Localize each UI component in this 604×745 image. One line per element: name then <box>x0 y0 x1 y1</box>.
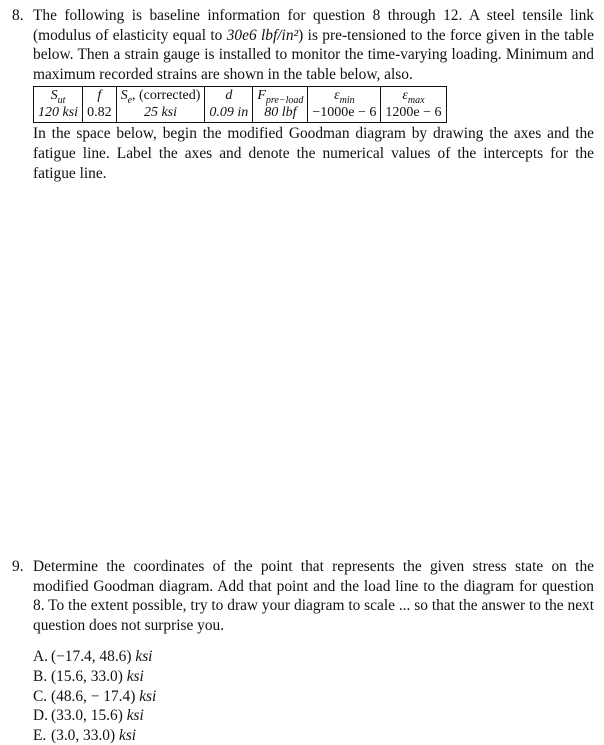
header-emax: $\varepsilon_{max}$ <box>381 87 446 105</box>
value-d: 0.09 in <box>205 104 253 123</box>
header-f: f <box>83 87 117 105</box>
question-8-intro-1: The following is baseline information for question 8 through 12. A steel tensile link (modulus of elasticity equal to <box>33 7 594 44</box>
header-se: $S_e$, (corrected) <box>116 87 205 105</box>
choice-e[interactable]: E. (3.0, 33.0) ksi <box>33 726 137 744</box>
value-emax: 1200e − 6 <box>381 104 446 123</box>
answer-choices <box>33 647 594 745</box>
value-emin: −1000e − 6 <box>308 104 381 123</box>
header-sut: $S_{ut}$ <box>34 87 83 105</box>
modulus-value: 30e6 lbf/in² <box>226 26 299 44</box>
question-8-instruction: In the space below, begin the modified Goodman diagram by drawing the axes and the fatigue line. Label the axes and denote the numerical values of the intercepts for the fatigue line. <box>33 125 594 182</box>
question-9-text: Determine the coordinates of the point that represents the given stress state on the modified Goodman diagram. Add that point and the load line to the diagram for question 8. To the extent possible, try to draw your diagram to scale ... so that the answer to the next question does not surprise you. <box>33 558 594 634</box>
header-emin: $\varepsilon_{min}$ <box>308 87 381 105</box>
question-9-body <box>33 557 594 745</box>
value-se: 25 ksi <box>116 104 205 123</box>
table-value-row <box>34 104 447 123</box>
choice-d[interactable]: D. (33.0, 15.6) ksi <box>33 707 144 725</box>
value-f: 0.82 <box>83 104 117 123</box>
header-fpreload: $F_{pre-load}$ <box>253 87 308 105</box>
baseline-data-table <box>33 86 447 123</box>
question-8-intro-2: ) is pre-tensioned to the force given in the table below. Then a strain gauge is installed to monitor the time-varying loading. Minimum and maximum recorded strains are shown in the table below, also. <box>33 26 595 83</box>
value-fpreload: 80 lbf <box>253 104 308 123</box>
table-header-row <box>34 87 447 105</box>
choice-a[interactable]: A. (−17.4, 48.6) ksi <box>33 648 153 666</box>
choice-c[interactable]: C. (48.6, − 17.4) ksi <box>33 687 157 705</box>
question-8 <box>12 6 594 183</box>
question-number: 9. <box>12 558 24 575</box>
question-number: 8. <box>12 7 24 24</box>
value-sut: 120 ksi <box>34 104 83 123</box>
question-9 <box>12 557 594 745</box>
question-8-body <box>33 6 594 183</box>
header-d: d <box>205 87 253 105</box>
choice-b[interactable]: B. (15.6, 33.0) ksi <box>33 667 144 685</box>
